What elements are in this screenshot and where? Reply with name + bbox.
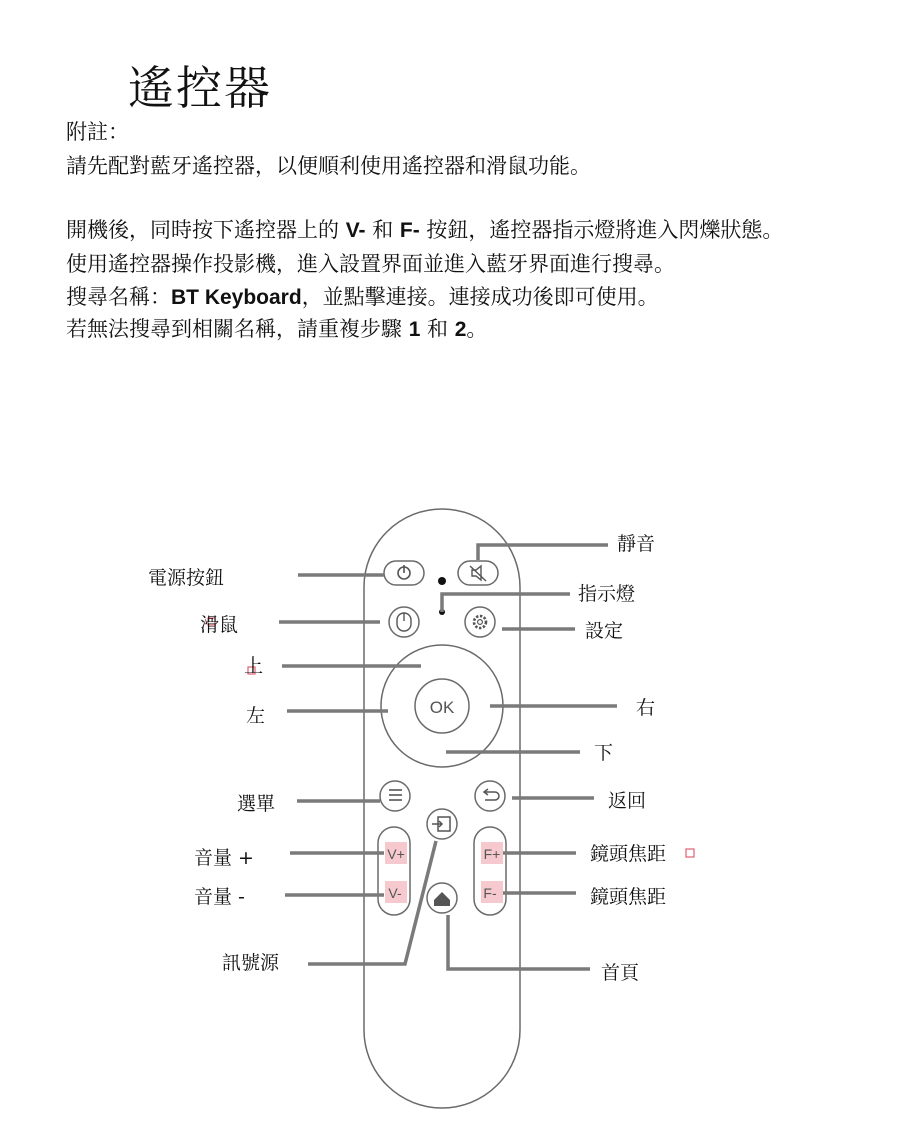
f-minus-label: F- <box>483 885 497 901</box>
step-2: 使用遙控器操作投影機，進入設置界面並進入藍牙界面進行搜尋。 <box>66 252 675 276</box>
v-plus-label: V+ <box>387 846 405 862</box>
step-1-key-v: V- <box>345 219 366 242</box>
note-label: 附註： <box>66 120 129 144</box>
note-text: 請先配對藍牙遙控器，以便順利使用遙控器和滑鼠功能。 <box>66 154 591 178</box>
v-minus-label: V- <box>388 885 402 901</box>
step-3-text-c: ，並點擊連接。連接成功後即可使用。 <box>301 285 659 309</box>
back-button <box>475 781 505 811</box>
label-back: 返回 <box>608 790 647 812</box>
label-vol-up: 音量 + <box>194 847 254 869</box>
step-4-text-e: 。 <box>466 317 488 341</box>
step-4-text-a: 若無法搜尋到相關名稱，請重複步驟 <box>66 317 409 341</box>
source-button <box>427 809 457 839</box>
label-right: 右 <box>636 697 656 719</box>
label-focus-up: 鏡頭焦距 <box>590 843 667 865</box>
step-1-text-c: 和 <box>365 218 400 242</box>
step-3-text-a: 搜尋名稱： <box>66 285 171 309</box>
indicator-dot-top <box>438 577 446 585</box>
marker-focus <box>686 849 694 857</box>
label-menu: 選單 <box>237 793 276 815</box>
label-down: 下 <box>594 742 614 764</box>
step-1-text-a: 開機後，同時按下遙控器上的 <box>66 218 346 242</box>
step-3-device-name: BT Keyboard <box>171 286 302 309</box>
step-1-text-e: 按鈕，遙控器指示燈將進入閃爍狀態。 <box>419 218 784 242</box>
label-left: 左 <box>246 705 266 727</box>
step-1-key-f: F- <box>399 219 420 242</box>
power-button <box>384 561 424 585</box>
label-indicator: 指示燈 <box>578 583 636 605</box>
label-vol-down: 音量 - <box>194 886 245 908</box>
f-plus-label: F+ <box>483 846 501 862</box>
mouse-button <box>389 607 419 637</box>
label-home: 首頁 <box>601 962 640 984</box>
label-mute: 靜音 <box>617 533 656 555</box>
step-4-num-1: 1 <box>408 318 421 341</box>
step-4-text-c: 和 <box>420 317 455 341</box>
settings-button <box>465 607 495 637</box>
label-settings: 設定 <box>585 620 624 642</box>
step-4-num-2: 2 <box>454 318 467 341</box>
label-focus-down: 鏡頭焦距 <box>590 886 667 908</box>
menu-button <box>380 781 410 811</box>
mute-button <box>458 561 498 585</box>
ok-button-label: OK <box>429 698 455 717</box>
label-mouse: 滑鼠 <box>200 614 239 636</box>
label-power: 電源按鈕 <box>148 567 225 589</box>
label-source: 訊號源 <box>222 952 280 974</box>
home-button <box>427 883 457 913</box>
label-up: 上 <box>244 655 264 677</box>
page-title: 遙控器 <box>128 61 272 115</box>
